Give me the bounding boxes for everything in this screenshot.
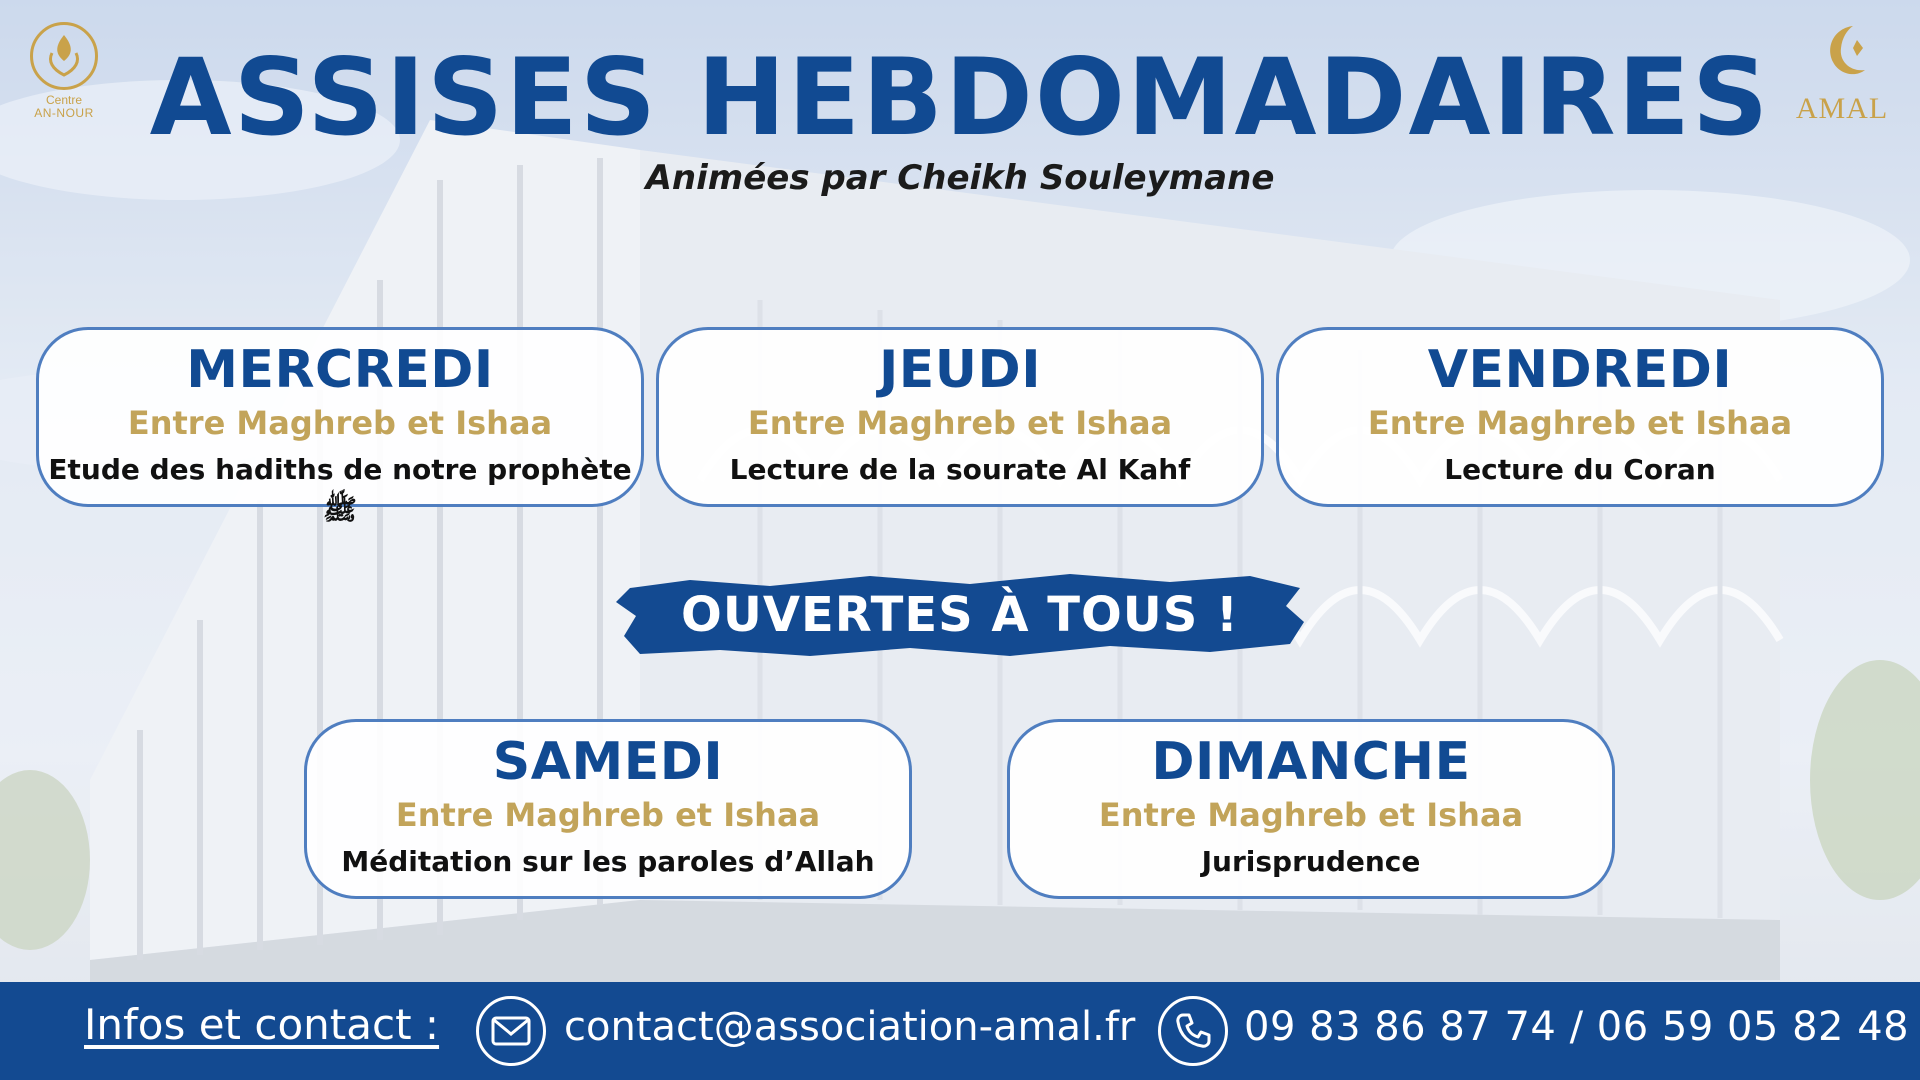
contact-email[interactable]: contact@association-amal.fr [564, 1004, 1136, 1050]
session-topic: Etude des hadiths de notre prophète ﷺ [48, 453, 632, 526]
session-card-jeudi [656, 327, 1264, 507]
session-card-samedi [304, 719, 912, 899]
session-topic: Jurisprudence [1201, 845, 1421, 878]
envelope-icon [476, 996, 546, 1066]
session-time: Entre Maghreb et Ishaa [1367, 404, 1793, 442]
session-day: SAMEDI [492, 732, 724, 792]
open-to-all-banner [610, 566, 1310, 664]
session-card-mercredi [36, 327, 644, 526]
session-day: DIMANCHE [1151, 732, 1471, 792]
phone-icon [1158, 996, 1228, 1066]
session-day: JEUDI [878, 340, 1042, 400]
banner-text: OUVERTES À TOUS ! [681, 587, 1239, 643]
contact-footer [0, 982, 1920, 1080]
page-title: ASSISES HEBDOMADAIRES [149, 36, 1771, 159]
logo-left-line2: AN-NOUR [34, 106, 94, 120]
contact-phone[interactable]: 09 83 86 87 74 / 06 59 05 82 48 [1244, 1004, 1910, 1050]
session-topic: Méditation sur les paroles d’Allah [341, 845, 875, 878]
session-time: Entre Maghreb et Ishaa [1098, 796, 1524, 834]
session-day: VENDREDI [1427, 340, 1733, 400]
session-topic: Lecture du Coran [1444, 453, 1716, 486]
page-subtitle: Animées par Cheikh Souleymane [645, 158, 1275, 198]
logo-right-text: AMAL [1795, 92, 1889, 125]
session-time: Entre Maghreb et Ishaa [127, 404, 553, 442]
session-card-dimanche [1007, 719, 1615, 899]
session-topic: Lecture de la sourate Al Kahf [729, 453, 1191, 486]
session-time: Entre Maghreb et Ishaa [395, 796, 821, 834]
contact-label: Infos et contact : [84, 1000, 440, 1049]
session-day: MERCREDI [186, 340, 494, 400]
session-time: Entre Maghreb et Ishaa [747, 404, 1173, 442]
logo-left-line1: Centre [45, 93, 83, 107]
session-card-vendredi [1276, 327, 1884, 507]
